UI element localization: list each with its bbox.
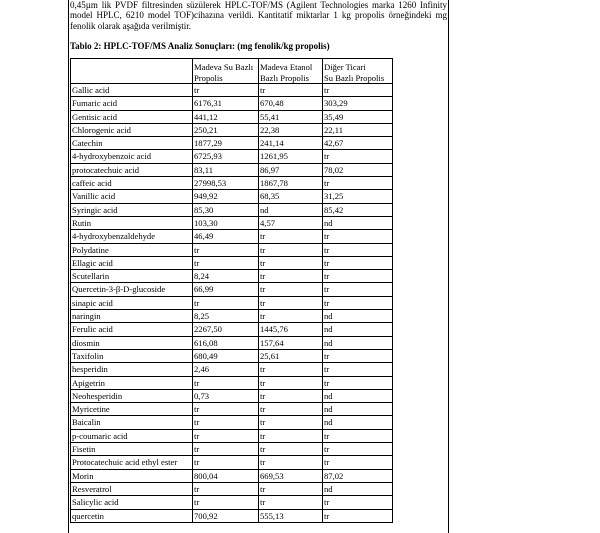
compound-name-cell: Ellagic acid: [71, 256, 193, 269]
madeva-water-value-cell: tr: [193, 429, 259, 442]
compound-name-cell: Apigetrin: [71, 376, 193, 389]
table-row: [71, 110, 393, 123]
madeva-ethanol-value-cell: tr: [259, 296, 323, 309]
madeva-water-value-cell: 2267,50: [193, 323, 259, 336]
table-row: [71, 84, 393, 97]
madeva-water-value-cell: 103,30: [193, 216, 259, 229]
table-row: [71, 150, 393, 163]
other-commercial-value-cell: 22,11: [323, 123, 393, 136]
table-row: [71, 323, 393, 336]
madeva-water-value-cell: 6176,31: [193, 97, 259, 110]
other-commercial-value-cell: tr: [323, 376, 393, 389]
compound-name-cell: Chlorogenic acid: [71, 123, 193, 136]
madeva-ethanol-value-cell: tr: [259, 310, 323, 323]
other-commercial-value-cell: tr: [323, 509, 393, 522]
madeva-ethanol-value-cell: tr: [259, 429, 323, 442]
compound-name-cell: Quercetin-3-β-D-glucoside: [71, 283, 193, 296]
other-commercial-value-cell: tr: [323, 84, 393, 97]
table-row: [71, 230, 393, 243]
madeva-water-value-cell: tr: [193, 256, 259, 269]
madeva-ethanol-value-cell: tr: [259, 376, 323, 389]
table-row: [71, 509, 393, 522]
other-commercial-value-cell: nd: [323, 323, 393, 336]
compound-name-cell: Fumaric acid: [71, 97, 193, 110]
table-row: [71, 177, 393, 190]
madeva-water-value-cell: 800,04: [193, 469, 259, 482]
header-cell-madeva-water: [193, 59, 259, 84]
madeva-water-value-cell: 616,08: [193, 336, 259, 349]
other-commercial-value-cell: tr: [323, 177, 393, 190]
other-commercial-value-cell: tr: [323, 349, 393, 362]
madeva-water-value-cell: tr: [193, 416, 259, 429]
table-row: [71, 336, 393, 349]
madeva-ethanol-value-cell: 86,97: [259, 163, 323, 176]
header-line: Madeva Su Bazlı: [194, 62, 254, 72]
madeva-ethanol-value-cell: 4,57: [259, 216, 323, 229]
madeva-ethanol-value-cell: 157,64: [259, 336, 323, 349]
table-row: [71, 389, 393, 402]
compound-name-cell: Myricetine: [71, 403, 193, 416]
other-commercial-value-cell: tr: [323, 429, 393, 442]
compound-name-cell: Taxifolin: [71, 349, 193, 362]
compound-name-cell: Neohesperidin: [71, 389, 193, 402]
other-commercial-value-cell: nd: [323, 403, 393, 416]
other-commercial-value-cell: 87,02: [323, 469, 393, 482]
compound-name-cell: Fisetin: [71, 443, 193, 456]
other-commercial-value-cell: tr: [323, 270, 393, 283]
table-row: [71, 296, 393, 309]
madeva-ethanol-value-cell: tr: [259, 416, 323, 429]
other-commercial-value-cell: 78,02: [323, 163, 393, 176]
madeva-ethanol-value-cell: 22,38: [259, 123, 323, 136]
other-commercial-value-cell: 303,29: [323, 97, 393, 110]
other-commercial-value-cell: nd: [323, 310, 393, 323]
other-commercial-value-cell: 42,67: [323, 137, 393, 150]
madeva-ethanol-value-cell: tr: [259, 482, 323, 495]
other-commercial-value-cell: tr: [323, 443, 393, 456]
table-row: [71, 216, 393, 229]
madeva-water-value-cell: 441,12: [193, 110, 259, 123]
madeva-water-value-cell: 2,46: [193, 363, 259, 376]
table-row: [71, 203, 393, 216]
madeva-ethanol-value-cell: nd: [259, 203, 323, 216]
compound-name-cell: Catechin: [71, 137, 193, 150]
madeva-water-value-cell: tr: [193, 403, 259, 416]
madeva-ethanol-value-cell: tr: [259, 496, 323, 509]
table-row: [71, 310, 393, 323]
header-line: Propolis: [194, 72, 223, 83]
madeva-water-value-cell: tr: [193, 296, 259, 309]
compound-name-cell: Baicalin: [71, 416, 193, 429]
madeva-water-value-cell: 46,49: [193, 230, 259, 243]
other-commercial-value-cell: tr: [323, 283, 393, 296]
other-commercial-value-cell: tr: [323, 296, 393, 309]
madeva-water-value-cell: tr: [193, 443, 259, 456]
other-commercial-value-cell: tr: [323, 243, 393, 256]
table-row: [71, 190, 393, 203]
table-row: [71, 403, 393, 416]
madeva-water-value-cell: 700,92: [193, 509, 259, 522]
other-commercial-value-cell: tr: [323, 256, 393, 269]
madeva-ethanol-value-cell: tr: [259, 389, 323, 402]
madeva-water-value-cell: tr: [193, 243, 259, 256]
compound-name-cell: Syringic acid: [71, 203, 193, 216]
table-row: [71, 363, 393, 376]
other-commercial-value-cell: tr: [323, 456, 393, 469]
table-row: [71, 123, 393, 136]
compound-name-cell: Gallic acid: [71, 84, 193, 97]
madeva-water-value-cell: 250,21: [193, 123, 259, 136]
compound-name-cell: Ferulic acid: [71, 323, 193, 336]
page-right-rule: [448, 0, 449, 533]
madeva-water-value-cell: 0,73: [193, 389, 259, 402]
madeva-ethanol-value-cell: tr: [259, 403, 323, 416]
madeva-ethanol-value-cell: 669,53: [259, 469, 323, 482]
madeva-ethanol-value-cell: tr: [259, 230, 323, 243]
madeva-ethanol-value-cell: tr: [259, 256, 323, 269]
compound-name-cell: 4-hydroxybenzoic acid: [71, 150, 193, 163]
table-row: [71, 429, 393, 442]
table-row: [71, 416, 393, 429]
compound-name-cell: Protocatechuic acid ethyl ester: [71, 456, 193, 469]
page-left-rule: [68, 0, 69, 533]
header-cell-compound: [71, 59, 193, 84]
compound-name-cell: sinapic acid: [71, 296, 193, 309]
other-commercial-value-cell: nd: [323, 389, 393, 402]
other-commercial-value-cell: tr: [323, 230, 393, 243]
other-commercial-value-cell: tr: [323, 150, 393, 163]
madeva-water-value-cell: tr: [193, 84, 259, 97]
compound-name-cell: Scutellarin: [71, 270, 193, 283]
madeva-water-value-cell: 949,92: [193, 190, 259, 203]
table-row: [71, 270, 393, 283]
table-row: [71, 482, 393, 495]
madeva-ethanol-value-cell: tr: [259, 456, 323, 469]
madeva-water-value-cell: 66,99: [193, 283, 259, 296]
madeva-water-value-cell: 83,11: [193, 163, 259, 176]
table-row: [71, 376, 393, 389]
compound-name-cell: p-coumaric acid: [71, 429, 193, 442]
madeva-ethanol-value-cell: tr: [259, 84, 323, 97]
table-row: [71, 456, 393, 469]
compound-name-cell: Gentisic acid: [71, 110, 193, 123]
madeva-water-value-cell: tr: [193, 376, 259, 389]
madeva-water-value-cell: 680,49: [193, 349, 259, 362]
madeva-water-value-cell: tr: [193, 456, 259, 469]
compound-name-cell: diosmin: [71, 336, 193, 349]
other-commercial-value-cell: nd: [323, 216, 393, 229]
header-cell-madeva-ethanol: [259, 59, 323, 84]
intro-paragraph: 0,45µm lik PVDF filtresinden süzülerek HPLC-TOF/MS (Agilent Technologies marka 1260 Infinity model HPLC, 6210 model TOF)cihazına verildi. Kantitatif miktarlar 1 kg propolis örneğindeki mg fenolik olarak aşağıda verilmiştir.: [70, 0, 447, 31]
other-commercial-value-cell: 35,49: [323, 110, 393, 123]
compound-name-cell: Resveratrol: [71, 482, 193, 495]
other-commercial-value-cell: 85,42: [323, 203, 393, 216]
compound-name-cell: Vanillic acid: [71, 190, 193, 203]
other-commercial-value-cell: 31,25: [323, 190, 393, 203]
other-commercial-value-cell: nd: [323, 482, 393, 495]
compound-name-cell: hesperidin: [71, 363, 193, 376]
madeva-water-value-cell: 27998,53: [193, 177, 259, 190]
madeva-ethanol-value-cell: tr: [259, 363, 323, 376]
table-row: [71, 243, 393, 256]
madeva-water-value-cell: tr: [193, 482, 259, 495]
madeva-ethanol-value-cell: 55,41: [259, 110, 323, 123]
madeva-ethanol-value-cell: 241,14: [259, 137, 323, 150]
compound-name-cell: Rutin: [71, 216, 193, 229]
header-line: Madeva Etanol: [260, 62, 313, 72]
table-row: [71, 283, 393, 296]
madeva-ethanol-value-cell: tr: [259, 443, 323, 456]
table-row: [71, 469, 393, 482]
compound-name-cell: Morin: [71, 469, 193, 482]
madeva-water-value-cell: 8,24: [193, 270, 259, 283]
compound-name-cell: Salicylic acid: [71, 496, 193, 509]
madeva-water-value-cell: 8,25: [193, 310, 259, 323]
other-commercial-value-cell: nd: [323, 416, 393, 429]
madeva-ethanol-value-cell: tr: [259, 270, 323, 283]
madeva-ethanol-value-cell: tr: [259, 243, 323, 256]
table-row: [71, 97, 393, 110]
madeva-water-value-cell: 6725,93: [193, 150, 259, 163]
compound-name-cell: 4-hydroxybenzaldehyde: [71, 230, 193, 243]
header-line: Su Bazlı Propolis: [324, 72, 385, 83]
table-caption: Tablo 2: HPLC-TOF/MS Analiz Sonuçları: (mg fenolik/kg propolis): [70, 41, 330, 51]
madeva-water-value-cell: 1877,29: [193, 137, 259, 150]
compound-name-cell: quercetin: [71, 509, 193, 522]
madeva-ethanol-value-cell: tr: [259, 283, 323, 296]
other-commercial-value-cell: tr: [323, 363, 393, 376]
madeva-ethanol-value-cell: 1867,78: [259, 177, 323, 190]
table-header-row: [71, 59, 393, 84]
header-line: Diğer Ticari: [324, 62, 366, 72]
table-row: [71, 496, 393, 509]
table-row: [71, 349, 393, 362]
madeva-ethanol-value-cell: 555,13: [259, 509, 323, 522]
madeva-water-value-cell: 85,30: [193, 203, 259, 216]
madeva-ethanol-value-cell: 25,61: [259, 349, 323, 362]
table-row: [71, 256, 393, 269]
table-row: [71, 163, 393, 176]
compound-name-cell: protocatechuic acid: [71, 163, 193, 176]
compound-name-cell: naringin: [71, 310, 193, 323]
madeva-water-value-cell: tr: [193, 496, 259, 509]
madeva-ethanol-value-cell: 1261,95: [259, 150, 323, 163]
compound-name-cell: Polydatine: [71, 243, 193, 256]
other-commercial-value-cell: tr: [323, 496, 393, 509]
other-commercial-value-cell: nd: [323, 336, 393, 349]
table-row: [71, 443, 393, 456]
header-cell-other-commercial: [323, 59, 393, 84]
results-table: [70, 58, 393, 523]
header-line: Bazlı Propolis: [260, 72, 309, 83]
madeva-ethanol-value-cell: 670,48: [259, 97, 323, 110]
compound-name-cell: caffeic acid: [71, 177, 193, 190]
madeva-ethanol-value-cell: 68,35: [259, 190, 323, 203]
table-row: [71, 137, 393, 150]
madeva-ethanol-value-cell: 1445,76: [259, 323, 323, 336]
